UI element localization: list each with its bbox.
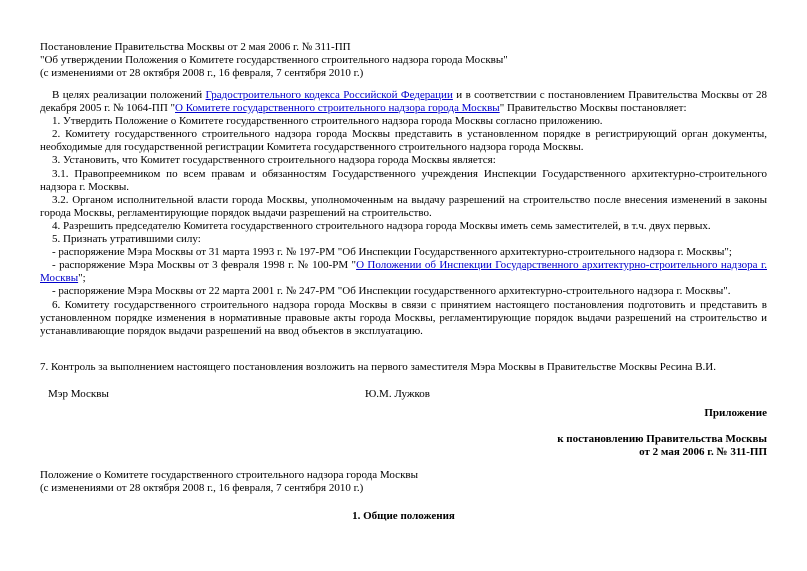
p5b-text-1: - распоряжение Мэра Москвы от 3 февраля 1998 г. № 100-РМ " [52, 259, 357, 272]
appendix-ref-line-2: от 2 мая 2006 г. № 311-ПП [639, 446, 767, 458]
document-header [40, 41, 767, 80]
link-inspection-regulation[interactable]: О Положении об Инспекции Государственного архитектурно-строительного надзора г. Москвы [40, 259, 768, 285]
intro-paragraph [40, 89, 767, 115]
paragraph-3-2: 3.2. Органом исполнительной власти города Москвы, уполномоченным на выдачу разрешений на строительство после внесения изменений в законы города Москвы, регламентирующие порядок выдачи разрешений на строительство. [40, 193, 767, 219]
p5b-text-2: "; [78, 272, 86, 285]
header-title-line: Постановление Правительства Москвы от 2 мая 2006 г. № 311-ПП [40, 41, 351, 53]
appendix-title [40, 469, 767, 495]
paragraph-1: 1. Утвердить Положение о Комитете государственного строительного надзора города Москвы согласно приложению. [52, 115, 603, 128]
paragraph-3-1: 3.1. Правопреемником по всем правам и обязанностям Государственного учреждения Инспекции Государственного архитектурно-строительного надзора г. Москвы. [40, 167, 767, 193]
header-subject-line: "Об утверждении Положения о Комитете государственного строительного надзора города Москвы" [40, 54, 508, 67]
signature-position: Мэр Москвы [48, 388, 109, 400]
signature-name: Ю.М. Лужков [365, 388, 430, 400]
header-amendments-line: (с изменениями от 28 октября 2008 г., 16 февраля, 7 сентября 2010 г.) [40, 67, 364, 80]
intro-text-1: В целях реализации положений [52, 89, 206, 101]
paragraph-2: 2. Комитету государственного строительного надзора города Москвы представить в установленном порядке в регистрирующий орган документы, необходимые для государственной регистрации Комитета государственного строительного надзора города Москвы. [40, 128, 767, 154]
paragraph-5-a: - распоряжение Мэра Москвы от 31 марта 1993 г. № 197-РМ "Об Инспекции Государственного архитектурно-строительного надзора г. Москвы"; [52, 246, 732, 259]
appendix-amendments-line: (с изменениями от 28 октября 2008 г., 16 февраля, 7 сентября 2010 г.) [40, 482, 364, 495]
appendix-title-line: Положение о Комитете государственного строительного надзора города Москвы [40, 469, 418, 481]
paragraph-3: 3. Установить, что Комитет государственного строительного надзора города Москвы является: [52, 154, 496, 167]
paragraph-4: 4. Разрешить председателю Комитета государственного строительного надзора города Москвы иметь семь заместителей, в т.ч. двух первых. [52, 219, 711, 232]
paragraph-5: 5. Признать утратившими силу: [52, 233, 201, 246]
paragraph-6: 6. Комитету государственного строительного надзора города Москвы в связи с принятием настоящего постановления подготовить и представить в установленном порядке изменения в нормативные правовые акты города Москвы, регламентирующие порядок выдачи разрешений на строительство и устанавливающие порядок выдачи разрешений на ввод объектов в эксплуатацию. [40, 298, 767, 337]
appendix-ref-line-1: к постановлению Правительства Москвы [557, 433, 767, 445]
link-committee-resolution[interactable]: О Комитете государственного строительного надзора города Москвы [175, 102, 500, 115]
paragraph-5-c: - распоряжение Мэра Москвы от 22 марта 2001 г. № 247-РМ "Об Инспекции государственного архитектурно-строительного надзора г. Москвы". [52, 285, 731, 298]
appendix-label: Приложение [704, 407, 767, 419]
intro-text-2: и в соответствии с постановлением Правительства Москвы от 28 декабря 2005 г. № 1064-ПП " [40, 89, 767, 115]
section-heading: 1. Общие положения [352, 510, 455, 522]
link-grad-code[interactable]: Градостроительного кодекса Российской Федерации [205, 89, 453, 101]
intro-text-3: " Правительство Москвы постановляет: [499, 102, 687, 115]
control-paragraph: 7. Контроль за выполнением настоящего постановления возложить на первого заместителя Мэра Москвы в Правительстве Москвы Ресина В.И. [40, 361, 716, 373]
document-body [40, 89, 767, 338]
paragraph-5-b [40, 259, 767, 285]
